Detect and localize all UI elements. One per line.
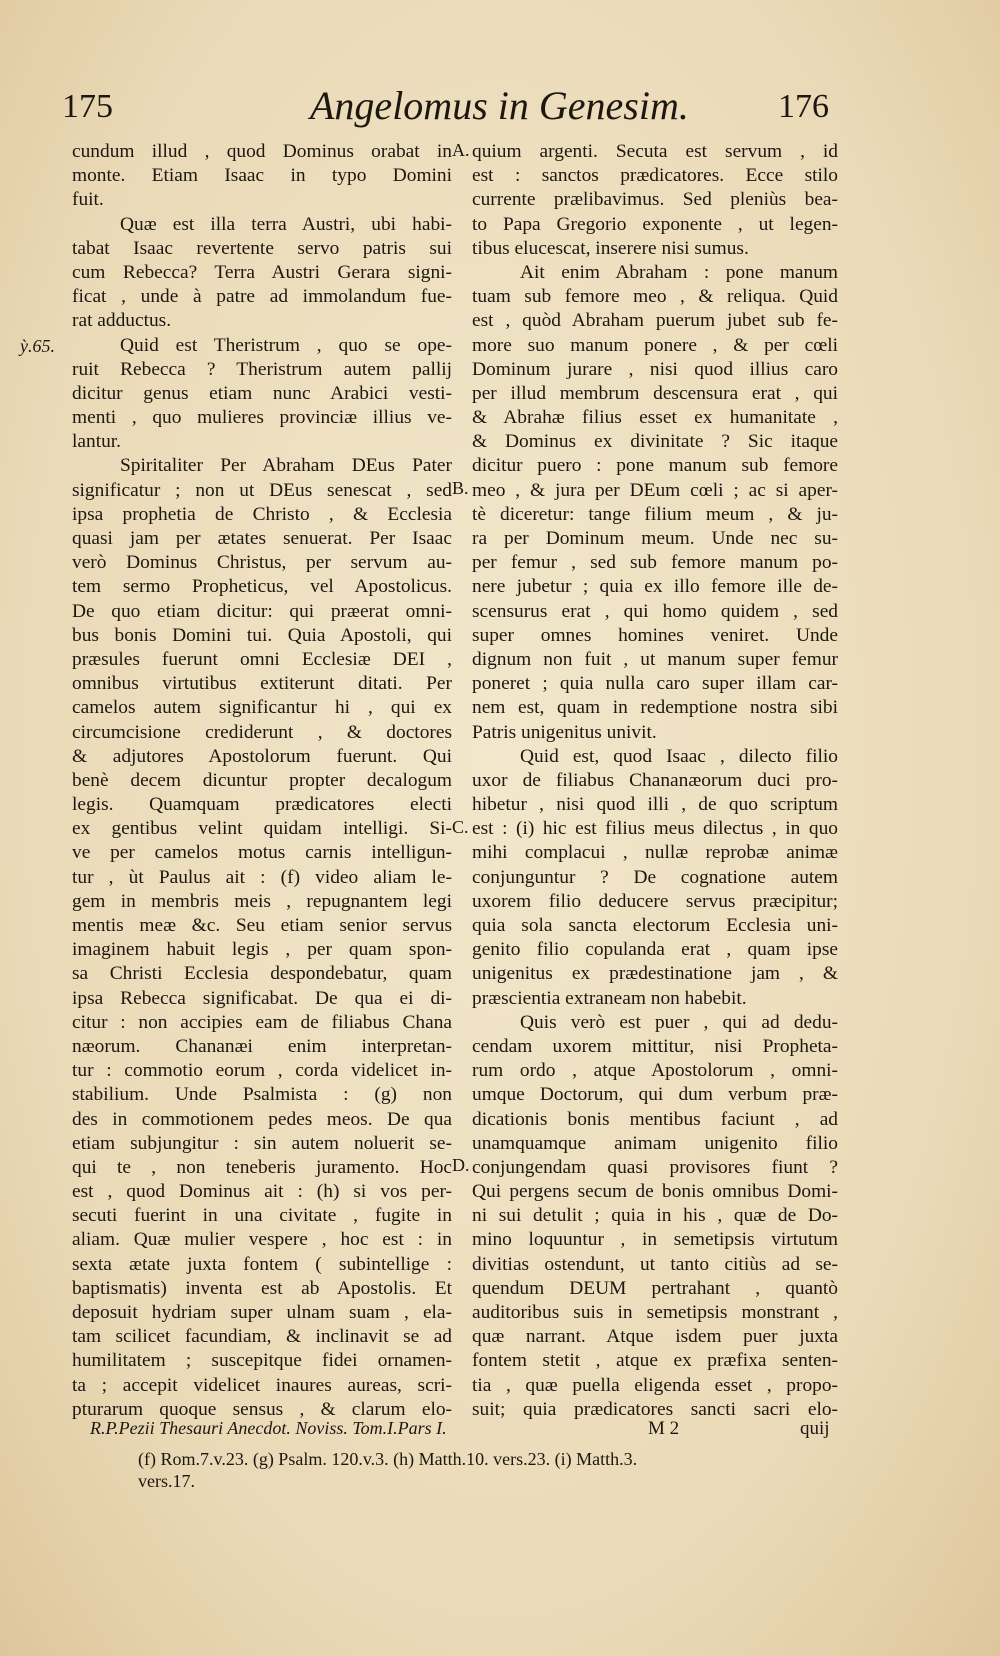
- text-line: sexta ætate juxta fontem ( subintellige :: [72, 1253, 452, 1275]
- text-line: gem in membris meis , repugnantem legi: [72, 890, 452, 912]
- text-line: ficat , unde à patre ad immolandum fue-: [72, 286, 452, 308]
- signature-mark: M 2: [648, 1418, 680, 1439]
- text-line: quia sola sancta electorum Ecclesia uni-: [472, 915, 838, 936]
- footnote-line: (f) Rom.7.v.23. (g) Psalm. 120.v.3. (h) Matth.10. vers.23. (i) Matth.3.: [138, 1449, 638, 1469]
- text-line: ipsa Rebecca significabat. De qua ei di-: [72, 987, 452, 1009]
- text-line: rum ordo , atque Apostolorum , omni-: [472, 1060, 838, 1082]
- text-line: suit; quia prædicatores sancti sacri elo-: [472, 1398, 838, 1420]
- left-text-column: [72, 140, 452, 1418]
- text-line: auditoribus suis in semetipsis monstrant ,: [472, 1302, 838, 1323]
- text-line: quasi jam per ætates senuerat. Per Isaac: [72, 528, 452, 549]
- text-line: & Abrahæ filius esset ex humanitate ,: [472, 407, 838, 429]
- text-line: tur , ùt Paulus ait : (f) video aliam le-: [72, 866, 452, 888]
- footnotes: [138, 1448, 858, 1492]
- text-line: uxorem filio deducere servus præcipitur;: [472, 890, 838, 912]
- text-line: genito filio copulanda erat , quam ipse: [472, 939, 838, 961]
- text-line: ta ; accepit videlicet inaures aureas, scri-: [72, 1374, 452, 1396]
- text-line: præscientia extraneam non habebit.: [472, 987, 747, 1009]
- text-line: nem est, quam in redemptione nostra sibi: [472, 697, 838, 719]
- margin-letter-a: A.: [452, 140, 470, 160]
- text-line: omnibus virtutibus extiterunt ditati. Per: [72, 673, 452, 695]
- text-line: est : sanctos prædicatores. Ecce stilo: [472, 165, 838, 187]
- text-line: conjungendam quasi provisores fiunt ?: [472, 1156, 838, 1178]
- text-line: dicitur genus etiam nunc Arabici vesti-: [72, 382, 452, 404]
- text-line: & Dominus ex divinitate ? Sic itaque: [472, 431, 838, 453]
- text-line: secuti fuerint in una civitate , fugite in: [72, 1205, 452, 1227]
- text-line: dicitur puero : pone manum sub femore: [472, 455, 838, 477]
- text-line: Quid est, quod Isaac , dilecto filio: [520, 745, 838, 767]
- text-line: tè diceretur: tange filium meum , & ju-: [472, 503, 838, 525]
- catchword: quij: [800, 1418, 830, 1439]
- text-line: tuam sub femore meo , & reliqua. Quid: [472, 286, 838, 308]
- running-title: Angelomus in Genesim.: [310, 83, 689, 128]
- text-line: etiam subjungitur : sin autem noluerit se-: [72, 1132, 452, 1154]
- text-line: pturarum quoque sensus , & clarum elo-: [72, 1398, 452, 1420]
- text-line: monte. Etiam Isaac in typo Domini: [72, 165, 452, 187]
- text-line: Dominum jurare , nisi quod illius caro: [472, 358, 838, 380]
- text-line: Quis verò est puer , qui ad dedu-: [520, 1011, 838, 1033]
- text-line: menti , quo mulieres provinciæ illius ve-: [72, 407, 452, 429]
- text-line: dicationis bonis mentibus faciunt , ad: [472, 1108, 838, 1130]
- text-line: ni sui detulit ; quia in his , quæ de Do-: [472, 1205, 838, 1227]
- text-line: currente prælibavimus. Sed pleniùs bea-: [472, 189, 838, 211]
- text-line: benè decem dicuntur propter decalogum: [72, 769, 452, 791]
- text-line: cendam uxorem mittitur, nisi Propheta-: [472, 1035, 838, 1057]
- text-line: significatur ; non ut DEus senescat , sed: [72, 479, 452, 501]
- text-line: stabilium. Unde Psalmista : (g) non: [72, 1084, 452, 1106]
- text-line: des in commotionem pedes meos. De qua: [72, 1108, 452, 1130]
- text-line: mentis meæ &c. Seu etiam senior servus: [72, 915, 452, 936]
- text-line: quendum DEUM pertrahant , quantò: [472, 1277, 838, 1299]
- text-line: ve per camelos motus carnis intelligun-: [72, 842, 452, 864]
- text-line: cundum illud , quod Dominus orabat in: [72, 141, 452, 162]
- text-line: conjunguntur ? De cognatione autem: [472, 866, 838, 888]
- text-line: Qui pergens secum de bonis omnibus Domi-: [472, 1181, 838, 1203]
- text-line: imaginem habuit legis , per quam spon-: [72, 939, 452, 961]
- text-line: meo , & jura per DEum cœli ; ac si aper-: [472, 479, 838, 501]
- text-line: dignum non fuit , ut manum super femur: [472, 648, 838, 670]
- page-header: [60, 82, 840, 134]
- text-line: citur : non accipies eam de filiabus Chana: [72, 1011, 452, 1033]
- text-line: per illud membrum descensura erat , qui: [472, 382, 838, 404]
- printer-signature: R.P.Pezii Thesauri Anecdot. Noviss. Tom.I.Pars I.: [90, 1418, 447, 1438]
- text-line: tam scilicet facundiam, & inclinavit se ad: [72, 1326, 452, 1348]
- text-line: aliam. Quæ mulier vespere , hoc est : in: [72, 1229, 452, 1251]
- text-line: divitias ostendunt, ut tanto citiùs ad se-: [472, 1253, 838, 1275]
- text-line: est : (i) hic est filius meus dilectus , in quo: [472, 818, 838, 840]
- text-line: tem sermo Propheticus, vel Apostolicus.: [72, 576, 452, 598]
- text-line: præsules fuerunt omni Ecclesiæ DEI ,: [72, 648, 452, 670]
- text-line: unamquamque animam unigenito filio: [472, 1132, 838, 1154]
- text-line: est , quòd Abraham puerum jubet sub fe-: [472, 310, 838, 332]
- text-line: unigenitus ex prædestinatione jam , &: [472, 963, 838, 985]
- text-line: quæ narrant. Atque isdem puer juxta: [472, 1326, 838, 1348]
- text-line: qui te , non teneberis juramento. Hoc: [72, 1156, 452, 1178]
- text-line: bus bonis Domini tui. Quia Apostoli, qui: [72, 624, 452, 646]
- margin-letter-b: B.: [452, 478, 469, 498]
- text-line: rat adductus.: [72, 310, 172, 332]
- text-line: ipsa prophetia de Christo , & Ecclesia: [72, 503, 452, 525]
- text-line: tur : commotio eorum , corda videlicet in-: [72, 1060, 452, 1082]
- text-line: Ait enim Abraham : pone manum: [520, 261, 838, 283]
- margin-verse-reference: ỳ.65.: [20, 336, 55, 356]
- text-line: uxor de filiabus Chananæorum duci pro-: [472, 769, 838, 791]
- text-line: næorum. Chananæi enim interpretan-: [72, 1035, 452, 1057]
- footnote-line: vers.17.: [138, 1471, 195, 1491]
- page-number-right: 176: [778, 88, 829, 125]
- text-line: tia , quæ puella eligenda esset , propo-: [472, 1374, 838, 1396]
- text-line: ra per Dominum meum. Unde nec su-: [472, 528, 838, 549]
- text-line: Patris unigenitus univit.: [472, 721, 657, 743]
- text-line: ruit Rebecca ? Theristrum autem pallij: [72, 358, 452, 380]
- right-text-column: [472, 140, 838, 1418]
- text-line: mino loquuntur , in semetipsis virtutum: [472, 1229, 838, 1251]
- text-line: Quæ est illa terra Austri, ubi habi-: [120, 213, 452, 235]
- text-line: more suo manum ponere , & per cœli: [472, 334, 838, 356]
- text-line: to Papa Gregorio exponente , ut legen-: [472, 213, 838, 235]
- text-line: scensurus erat , qui homo quidem , sed: [472, 600, 838, 622]
- text-line: fontem stetit , atque ex præfixa senten-: [472, 1350, 838, 1372]
- text-line: tibus elucescat, inserere nisi sumus.: [472, 237, 749, 259]
- text-line: & adjutores Apostolorum fuerunt. Qui: [72, 745, 452, 767]
- text-line: Spiritaliter Per Abraham DEus Pater: [120, 455, 452, 477]
- text-line: De quo etiam dicitur: qui præerat omni-: [72, 600, 452, 622]
- text-line: umque Doctorum, qui dum verbum præ-: [472, 1084, 838, 1106]
- margin-letter-c: C.: [452, 817, 469, 837]
- text-line: quium argenti. Secuta est servum , id: [472, 141, 838, 162]
- text-line: humilitatem ; suscepitque fidei ornamen-: [72, 1350, 452, 1372]
- text-line: deposuit hydriam super ulnam suam , ela-: [72, 1302, 452, 1323]
- page-number-left: 175: [62, 88, 113, 125]
- text-line: est , quod Dominus ait : (h) si vos per-: [72, 1181, 452, 1203]
- text-line: cum Rebecca? Terra Austri Gerara signi-: [72, 261, 452, 283]
- text-line: verò Dominus Christus, per servum au-: [72, 552, 452, 574]
- text-line: nere jubetur ; quia ex illo femore ille de-: [472, 576, 838, 598]
- text-line: hibetur , nisi quod illi , de quo scriptum: [472, 794, 838, 816]
- text-line: baptismatis) inventa est ab Apostolis. Et: [72, 1277, 452, 1299]
- text-line: poneret ; quia nulla caro super illam car-: [472, 673, 838, 695]
- text-line: camelos autem significantur hi , qui ex: [72, 697, 452, 719]
- text-line: tabat Isaac revertente servo patris sui: [72, 237, 452, 259]
- text-line: lantur.: [72, 431, 122, 453]
- text-line: super omnes homines veniret. Unde: [472, 624, 838, 646]
- margin-letter-d: D.: [452, 1155, 470, 1175]
- text-line: circumcisione crediderunt , & doctores: [72, 721, 452, 743]
- text-line: fuit.: [72, 189, 104, 211]
- text-line: mihi complacui , nullæ reprobæ animæ: [472, 842, 838, 864]
- text-line: sa Christi Ecclesia despondebatur, quam: [72, 963, 452, 985]
- text-line: ex gentibus velint quidam intelligi. Si-: [72, 818, 452, 840]
- text-line: per femur , sed sub femore manum po-: [472, 552, 838, 574]
- text-line: Quid est Theristrum , quo se ope-: [120, 334, 452, 356]
- text-line: legis. Quamquam prædicatores electi: [72, 794, 452, 816]
